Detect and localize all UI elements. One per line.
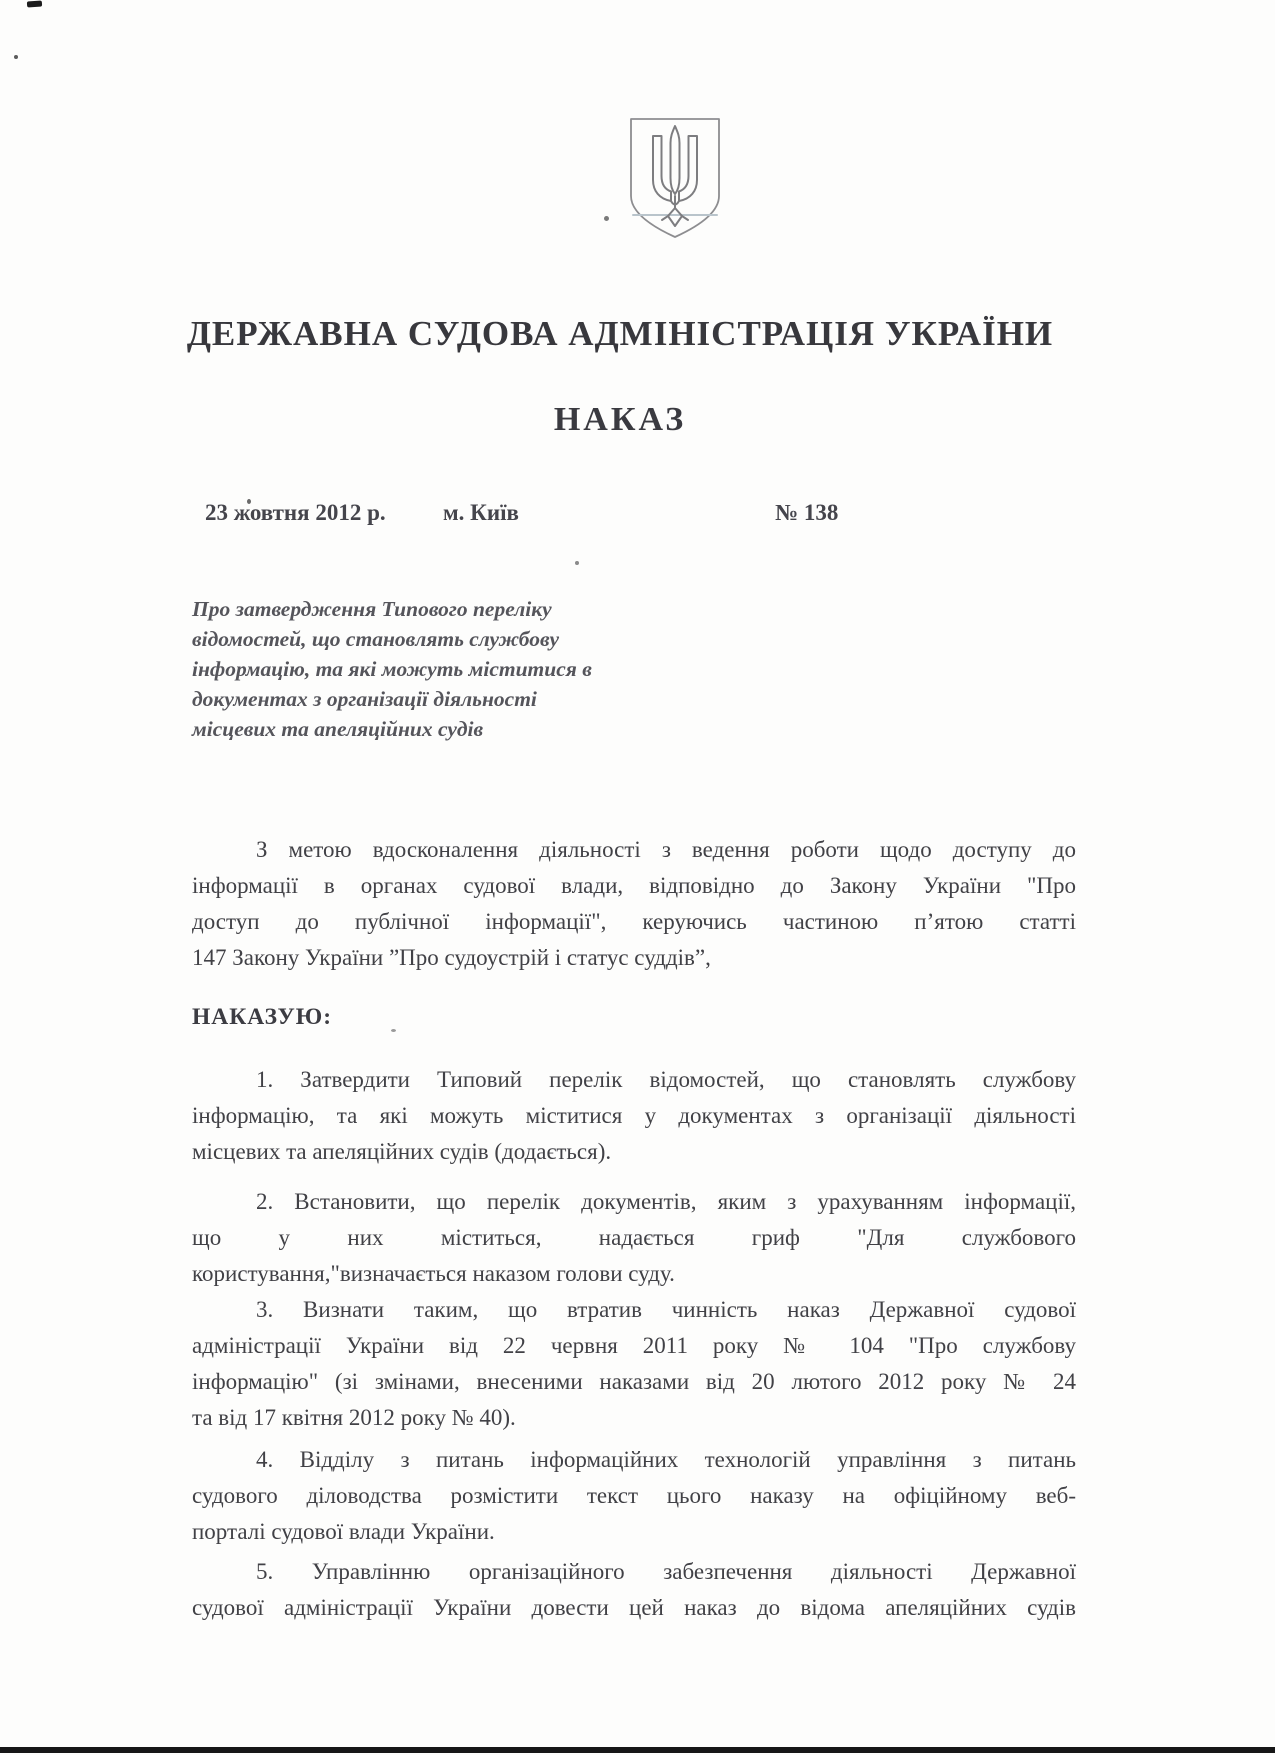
text-line: місцевих та апеляційних судів (додається). [192, 1139, 612, 1164]
document-subject [192, 594, 672, 744]
text-line: та від 17 квітня 2012 року № 40). [192, 1405, 516, 1430]
preamble-paragraph [192, 832, 1076, 976]
text-line: інформацію" (зі змінами, внесеними наказами від 20 лютого 2012 року № 24 [192, 1369, 1076, 1394]
text-line: 1. Затвердити Типовий перелік відомостей, що становлять службову [256, 1067, 1076, 1092]
text-line: що у них міститься, надається гриф "Для службового [192, 1225, 1076, 1250]
document-number: № 138 [775, 500, 839, 525]
text-line: доступ до публічної інформації", керуючись частиною п’ятою статті [192, 909, 1076, 934]
text-line: адміністрації України від 22 червня 2011 року № 104 "Про службову [192, 1333, 1076, 1358]
text-line: інформації в органах судової влади, відповідно до Закону України "Про [192, 873, 1076, 898]
document-meta-row [0, 500, 1275, 536]
text-line: місцевих та апеляційних судів [192, 717, 484, 741]
text-line: порталі судової влади України. [192, 1519, 495, 1544]
order-item-4 [192, 1442, 1076, 1550]
scan-artifact [27, 0, 42, 7]
text-line: З метою вдосконалення діяльності з ведення роботи щодо доступу до [256, 837, 1076, 862]
scan-artifact [575, 561, 579, 565]
document-place: м. Київ [443, 500, 519, 525]
text-line: 3. Визнати таким, що втратив чинність наказ Державної судової [256, 1297, 1076, 1322]
text-line: 4. Відділу з питань інформаційних технологій управління з питань [256, 1447, 1076, 1472]
text-line: відомостей, що становлять службову [192, 627, 560, 651]
text-line: судової адміністрації України довести цей наказ до відома апеляційних судів [192, 1595, 1076, 1620]
order-item-1 [192, 1062, 1076, 1170]
text-line: Про затвердження Типового переліку [192, 597, 552, 621]
text-line: документах з організації діяльності [192, 687, 537, 711]
text-line: 147 Закону України ”Про судоустрій і статус суддів”, [192, 945, 711, 970]
order-item-3 [192, 1292, 1076, 1436]
organization-title: ДЕРЖАВНА СУДОВА АДМІНІСТРАЦІЯ УКРАЇНИ [186, 314, 1054, 353]
text-line: 2. Встановити, що перелік документів, яким з урахуванням інформації, [256, 1189, 1076, 1214]
text-line: інформацію, та які можуть міститися в [192, 657, 592, 681]
scan-artifact [391, 1029, 396, 1032]
scan-edge-line [0, 1747, 1275, 1753]
text-line: судового діловодства розмістити текст цього наказу на офіційному веб- [192, 1483, 1076, 1508]
scan-artifact [604, 216, 609, 221]
order-heading: НАКАЗУЮ: [192, 1004, 333, 1030]
scan-artifact [14, 55, 18, 59]
document-type-heading: НАКАЗ [553, 401, 687, 438]
order-item-5 [192, 1554, 1076, 1626]
text-line: інформацію, та які можуть міститися у документах з організації діяльності [192, 1103, 1076, 1128]
ukraine-coat-of-arms-trident-icon [627, 116, 723, 240]
document-date: 23 жовтня 2012 р. [205, 500, 386, 525]
text-line: користування,"визначається наказом голови суду. [192, 1261, 675, 1286]
text-line: 5. Управлінню організаційного забезпечення діяльності Державної [256, 1559, 1076, 1584]
order-item-2 [192, 1184, 1076, 1292]
